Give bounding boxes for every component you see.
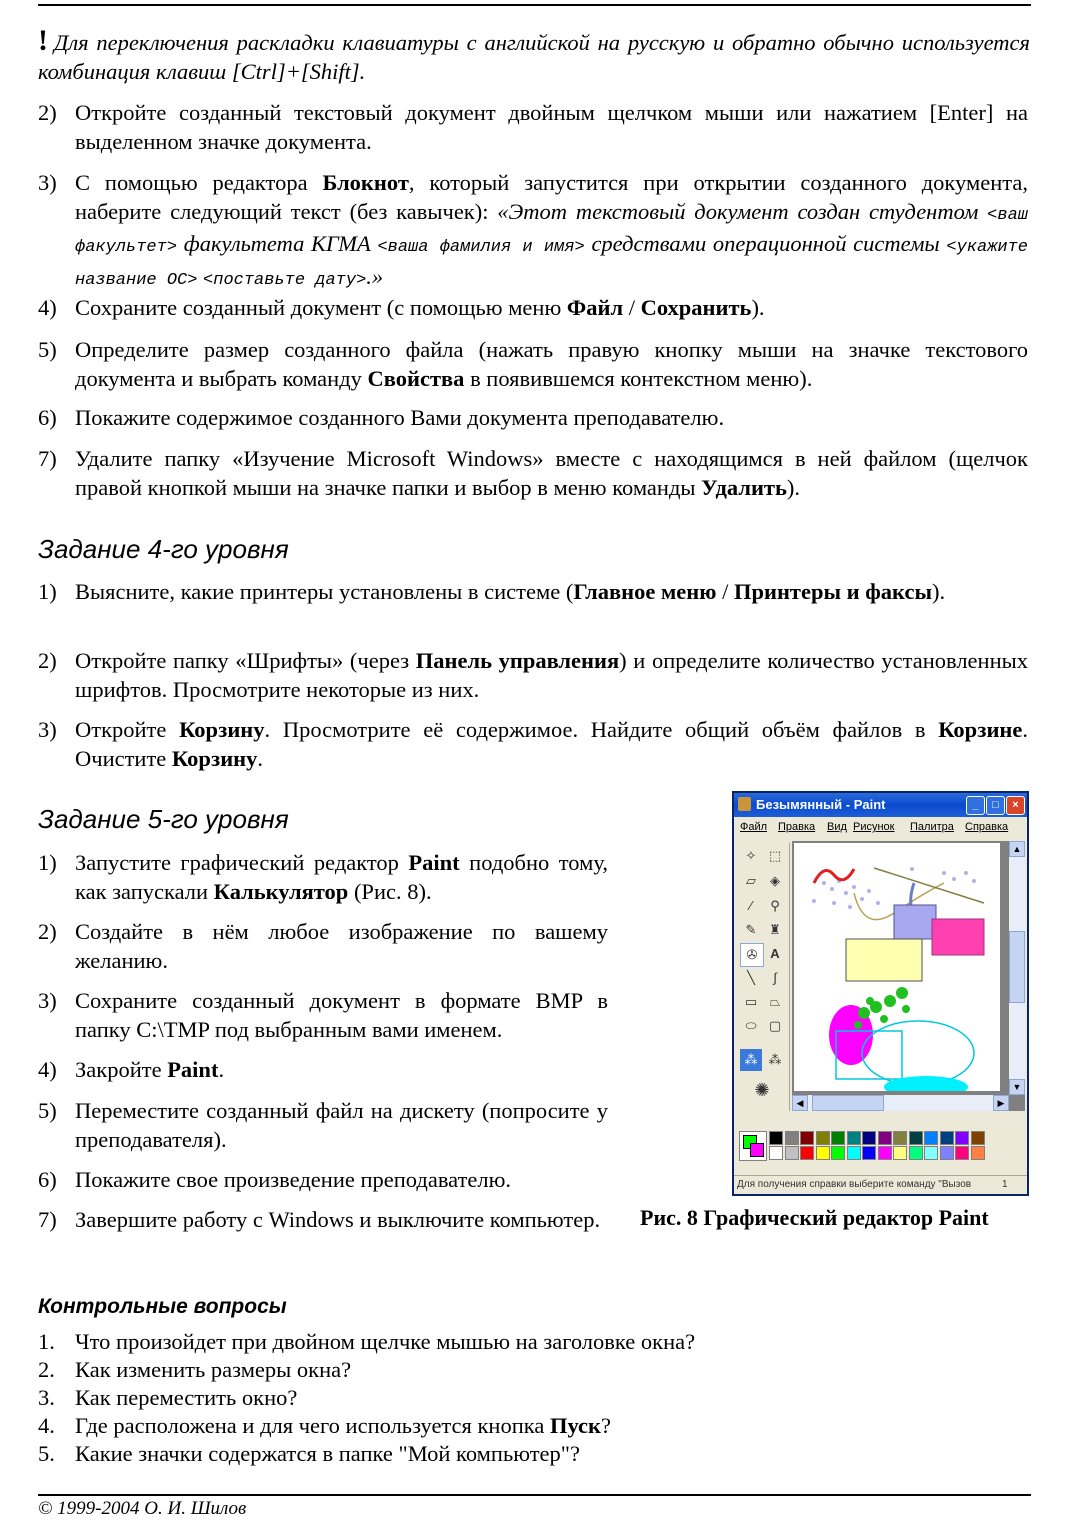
minimize-button: _ — [966, 796, 985, 815]
palette-swatch — [909, 1131, 923, 1145]
step-text: Откройте Корзину. Просмотрите её содержимое. Найдите общий объём файлов в Корзине. Очистите Корзину. — [75, 717, 1029, 771]
footer-rule — [38, 1494, 1031, 1496]
paint-menubar — [734, 819, 1027, 837]
background-color — [750, 1143, 764, 1157]
note-text: Для переключения раскладки клавиатуры с английской на русскую и обратно обычно используется комбинация клавиш [Ctrl]+[Shift]. — [38, 30, 1030, 84]
maximize-button: □ — [986, 796, 1005, 815]
step-text: С помощью редактора Блокнот, который запустится при открытии созданного документа, наберите следующий текст (без кавычек): «Этот текстовый документ создан студентом <ваш факультет> факультета КГМА <ваша фамилия и имя> средствами операционной системы <укажите название ОС> <поставьте дату>.» — [75, 170, 1029, 290]
step-text: Закройте Paint. — [75, 1057, 225, 1082]
step-7 — [38, 445, 1028, 502]
status-number: 1 — [1002, 1179, 1008, 1190]
palette-swatch — [816, 1146, 830, 1160]
s4-item-1 — [38, 578, 1028, 607]
palette-swatch — [924, 1146, 938, 1160]
step-text: Покажите свое произведение преподавателю. — [75, 1167, 512, 1192]
step-2 — [38, 99, 1028, 156]
step-text: Переместите созданный файл на дискету (попросите у преподавателя). — [75, 1098, 608, 1152]
question-1 — [38, 1328, 1028, 1356]
question-number: 3. — [38, 1385, 55, 1410]
window-title: Безымянный - Paint — [756, 797, 886, 812]
step-number: 3) — [38, 170, 57, 195]
section-5-heading: Задание 5-го уровня — [38, 804, 289, 834]
s5-item-7 — [38, 1206, 608, 1235]
step-3 — [38, 169, 1028, 295]
step-number: 1) — [38, 850, 57, 875]
step-number: 7) — [38, 1207, 57, 1232]
palette-swatch — [800, 1146, 814, 1160]
figure-caption: Рис. 8 Графический редактор Paint — [640, 1205, 989, 1230]
step-text: Удалите папку «Изучение Microsoft Windows» вместе с находящимся в ней файлом (щелчок правой кнопкой мыши на значке папки и выбор в меню команды Удалить). — [75, 446, 1028, 500]
keyboard-note — [38, 26, 1030, 86]
step-text: Покажите содержимое созданного Вами документа преподавателю. — [75, 405, 725, 430]
close-button: × — [1006, 796, 1025, 815]
step-text: Запустите графический редактор Paint подобно тому, как запускали Калькулятор (Рис. 8). — [75, 850, 608, 904]
line-icon: ╲ — [747, 970, 755, 985]
step-text: Откройте папку «Шрифты» (через Панель управления) и определите количество установленных шрифтов. Просмотрите некоторые из них. — [75, 648, 1028, 702]
question-number: 5. — [38, 1441, 55, 1466]
s5-item-2 — [38, 918, 608, 975]
polygon-icon: ⏢ — [769, 994, 781, 1009]
current-colors — [739, 1131, 767, 1161]
paint-statusbar — [734, 1175, 1027, 1194]
step-number: 5) — [38, 337, 57, 362]
spray-large-icon: ✺ — [754, 1080, 770, 1100]
palette-swatch — [940, 1146, 954, 1160]
horizontal-scrollbar — [792, 1095, 1009, 1111]
paint-canvas — [794, 843, 1000, 1091]
palette-swatch — [769, 1146, 783, 1160]
eraser-icon: ▱ — [746, 873, 756, 888]
menu-image: Рисунок — [853, 821, 895, 833]
step-number: 3) — [38, 717, 57, 742]
palette-swatch — [785, 1131, 799, 1145]
scroll-right-icon: ▶ — [993, 1095, 1009, 1111]
free-select-icon: ✧ — [745, 848, 757, 863]
palette-swatch — [878, 1146, 892, 1160]
question-text: Где расположена и для чего используется кнопка Пуск? — [75, 1413, 611, 1438]
palette-swatch — [816, 1131, 830, 1145]
s4-item-2 — [38, 647, 1028, 704]
step-number: 1) — [38, 579, 57, 604]
palette-swatch — [785, 1146, 799, 1160]
step-number: 6) — [38, 405, 57, 430]
step-number: 4) — [38, 295, 57, 320]
step-text: Завершите работу с Windows и выключите компьютер. — [75, 1207, 601, 1232]
palette-swatch — [971, 1146, 985, 1160]
menu-file: Файл — [740, 821, 768, 833]
palette-swatch — [940, 1131, 954, 1145]
step-number: 7) — [38, 446, 57, 471]
menu-help: Справка — [965, 821, 1009, 833]
palette-swatch — [800, 1131, 814, 1145]
question-text: Как переместить окно? — [75, 1385, 298, 1410]
rectangle-icon: ▭ — [744, 994, 758, 1009]
question-text: Что произойдет при двойном щелчке мышью на заголовке окна? — [75, 1329, 696, 1354]
palette-swatch — [831, 1146, 845, 1160]
scroll-thumb — [1009, 931, 1025, 1003]
color-palette — [737, 1129, 1017, 1169]
palette-swatch — [955, 1146, 969, 1160]
palette-swatch — [847, 1146, 861, 1160]
palette-swatch — [862, 1146, 876, 1160]
question-number: 1. — [38, 1329, 55, 1354]
step-number: 2) — [38, 100, 57, 125]
ellipse-icon: ⬭ — [745, 1018, 757, 1033]
scroll-up-icon: ▲ — [1009, 841, 1025, 857]
palette-swatch — [909, 1146, 923, 1160]
airbrush-icon: ✇ — [740, 943, 764, 967]
spray-medium-icon: ⁂ — [768, 1052, 782, 1067]
palette-swatch — [847, 1131, 861, 1145]
step-text: Выясните, какие принтеры установлены в системе (Главное меню / Принтеры и факсы). — [75, 579, 946, 604]
spray-small-icon: ⁂ — [740, 1049, 762, 1071]
s5-item-1 — [38, 849, 608, 906]
palette-swatch — [769, 1131, 783, 1145]
s5-item-6 — [38, 1166, 608, 1195]
palette-swatch — [955, 1131, 969, 1145]
picker-icon: ⁄ — [749, 898, 753, 913]
rounded-rect-icon: ▢ — [768, 1018, 782, 1033]
scroll-left-icon: ◀ — [792, 1095, 808, 1111]
paint-app-icon — [738, 797, 751, 811]
question-2 — [38, 1356, 1028, 1384]
curve-icon: ∫ — [773, 970, 777, 985]
question-number: 2. — [38, 1357, 55, 1382]
palette-swatch — [862, 1131, 876, 1145]
question-5 — [38, 1440, 1028, 1468]
paint-canvas-area — [792, 841, 1025, 1111]
rect-select-icon: ⬚ — [768, 848, 782, 863]
step-text: Сохраните созданный документ (с помощью меню Файл / Сохранить). — [75, 295, 765, 320]
status-text: Для получения справки выберите команду "Вызов — [737, 1179, 972, 1190]
brush-icon: ♜ — [769, 922, 781, 937]
step-text: Сохраните созданный документ в формате BMP в папку C:\TMP под выбранным вами именем. — [75, 988, 608, 1042]
step-5 — [38, 336, 1028, 393]
s5-item-5 — [38, 1097, 608, 1154]
pencil-icon: ✎ — [745, 922, 757, 937]
step-text: Определите размер созданного файла (нажать правую кнопку мыши на значке текстового документа и выбрать команду Свойства в появившемся контекстном меню). — [75, 337, 1028, 391]
exclamation-icon: ! — [38, 24, 48, 57]
question-4 — [38, 1412, 1028, 1440]
palette-swatch — [831, 1131, 845, 1145]
vertical-scrollbar — [1009, 841, 1025, 1095]
step-number: 4) — [38, 1057, 57, 1082]
palette-swatch — [893, 1146, 907, 1160]
s5-item-3 — [38, 987, 608, 1044]
question-text: Какие значки содержатся в папке "Мой компьютер"? — [75, 1441, 580, 1466]
section-4-heading: Задание 4-го уровня — [38, 534, 289, 564]
step-4 — [38, 294, 1028, 323]
question-text: Как изменить размеры окна? — [75, 1357, 352, 1382]
step-number: 2) — [38, 919, 57, 944]
palette-swatch — [971, 1131, 985, 1145]
palette-swatch — [893, 1131, 907, 1145]
palette-swatch — [878, 1131, 892, 1145]
magnifier-icon: ⚲ — [770, 898, 780, 913]
s4-item-3 — [38, 716, 1028, 773]
scroll-down-icon: ▼ — [1009, 1079, 1025, 1095]
menu-edit: Правка — [778, 821, 816, 833]
paint-window-screenshot — [732, 791, 1029, 1196]
step-number: 5) — [38, 1098, 57, 1123]
step-number: 6) — [38, 1167, 57, 1192]
question-3 — [38, 1384, 1028, 1412]
paint-titlebar — [734, 793, 1027, 817]
text-tool-icon: A — [770, 946, 780, 961]
palette-swatch — [924, 1131, 938, 1145]
step-text: Создайте в нём любое изображение по вашему желанию. — [75, 919, 608, 973]
step-text: Откройте созданный текстовый документ двойным щелчком мыши или нажатием [Enter] на выделенном значке документа. — [75, 100, 1028, 154]
fill-icon: ◈ — [770, 873, 780, 888]
hscroll-thumb — [812, 1095, 884, 1111]
step-number: 3) — [38, 988, 57, 1013]
top-rule — [38, 4, 1031, 6]
step-6 — [38, 404, 1028, 433]
question-number: 4. — [38, 1413, 55, 1438]
menu-palette: Палитра — [910, 821, 954, 833]
s5-item-4 — [38, 1056, 608, 1085]
footer-copyright: © 1999-2004 О. И. Шилов — [38, 1498, 247, 1519]
questions-heading: Контрольные вопросы — [38, 1295, 287, 1318]
paint-toolbox — [737, 843, 790, 1111]
menu-view: Вид — [827, 821, 847, 833]
step-number: 2) — [38, 648, 57, 673]
